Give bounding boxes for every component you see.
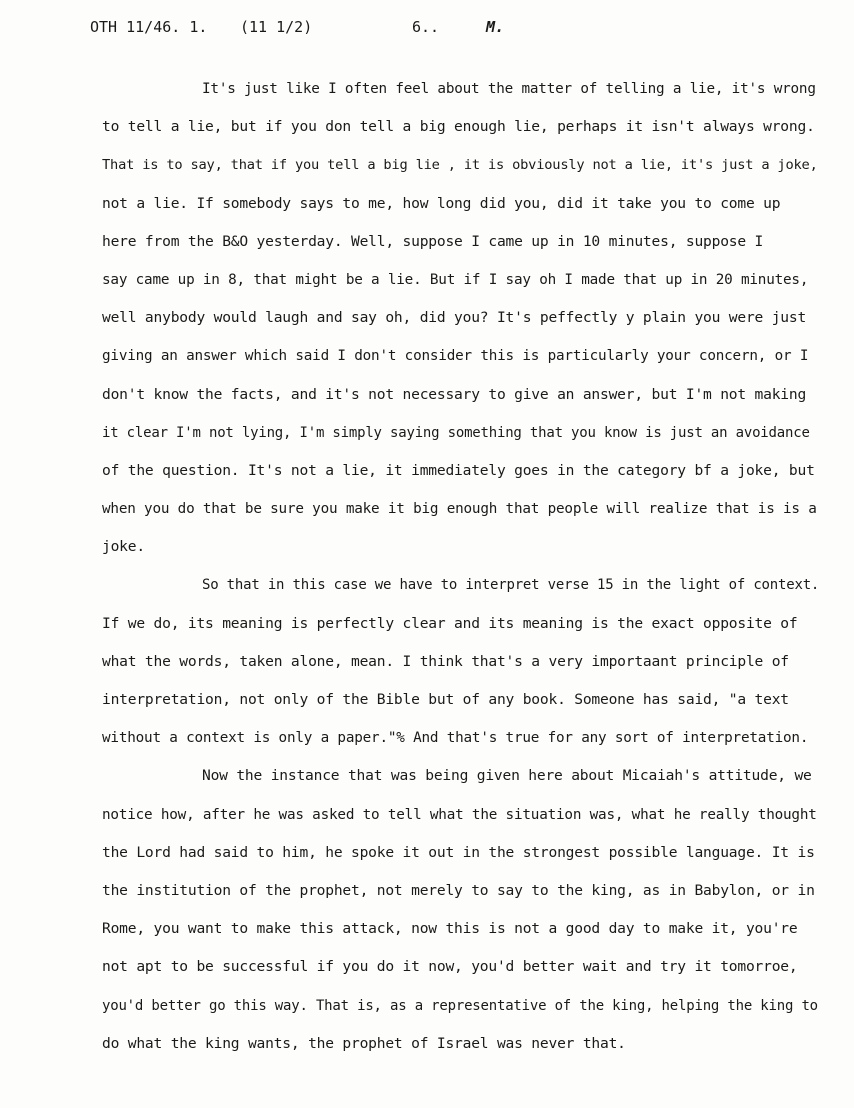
text-line: That is to say, that if you tell a big lie , it is obviously not a lie, it's just a joke, — [102, 157, 818, 174]
text-line: Now the instance that was being given here about Micaiah's attitude, we — [202, 767, 812, 785]
page-number: 6.. — [412, 18, 440, 36]
text-line: of the question. It's not a lie, it immediately goes in the category bf a joke, but — [102, 461, 815, 479]
text-line: notice how, after he was asked to tell what the situation was, what he really thought — [102, 806, 817, 823]
paragraph-3 — [102, 757, 822, 1063]
text-line: the Lord had said to him, he spoke it out in the strongest possible language. It is — [102, 843, 815, 861]
paragraph-2 — [102, 566, 822, 757]
handwritten-mark: M. — [486, 18, 505, 36]
text-line: you'd better go this way. That is, as a representative of the king, helping the king to — [102, 997, 818, 1014]
subpage-number: (11 1/2) — [240, 18, 313, 36]
text-line: here from the B&O yesterday. Well, suppose I came up in 10 minutes, suppose I — [102, 232, 764, 250]
text-line: interpretation, not only of the Bible but of any book. Someone has said, "a text — [102, 691, 789, 708]
text-line: say came up in 8, that might be a lie. But if I say oh I made that up in 20 minutes, — [102, 271, 809, 288]
text-line: not a lie. If somebody says to me, how long did you, did it take you to come up — [102, 194, 781, 212]
text-line: well anybody would laugh and say oh, did you? It's peffectly y plain you were just — [102, 309, 807, 327]
text-line: So that in this case we have to interpret verse 15 in the light of context. — [202, 577, 820, 594]
paragraph-1 — [102, 70, 822, 566]
text-line: what the words, taken alone, mean. I think that's a very importaant principle of — [102, 652, 789, 670]
text-line: It's just like I often feel about the matter of telling a lie, it's wrong — [202, 81, 816, 97]
text-line: Rome, you want to make this attack, now this is not a good day to make it, you're — [102, 920, 798, 938]
text-line: joke. — [102, 538, 145, 556]
text-line: do what the king wants, the prophet of Israel was never that. — [102, 1034, 626, 1052]
text-line: not apt to be successful if you do it now, you'd better wait and try it tomorroe, — [102, 958, 798, 976]
text-line: If we do, its meaning is perfectly clear and its meaning is the exact opposite of — [102, 614, 798, 632]
text-line: the institution of the prophet, not merely to say to the king, as in Babylon, or in — [102, 881, 815, 899]
text-line: to tell a lie, but if you don tell a big enough lie, perhaps it isn't always wrong. — [102, 118, 815, 136]
text-line: giving an answer which said I don't consider this is particularly your concern, or I — [102, 348, 809, 365]
text-line: without a context is only a paper."% And that's true for any sort of interpretation. — [102, 730, 809, 747]
page-header — [90, 18, 814, 44]
text-line: don't know the facts, and it's not necessary to give an answer, but I'm not making — [102, 385, 807, 403]
document-body — [102, 70, 822, 1063]
text-line: it clear I'm not lying, I'm simply saying something that you know is just an avoidance — [102, 424, 810, 441]
text-line: when you do that be sure you make it big enough that people will realize that is is a — [102, 501, 817, 518]
document-reference: OTH 11/46. 1. — [90, 18, 208, 36]
